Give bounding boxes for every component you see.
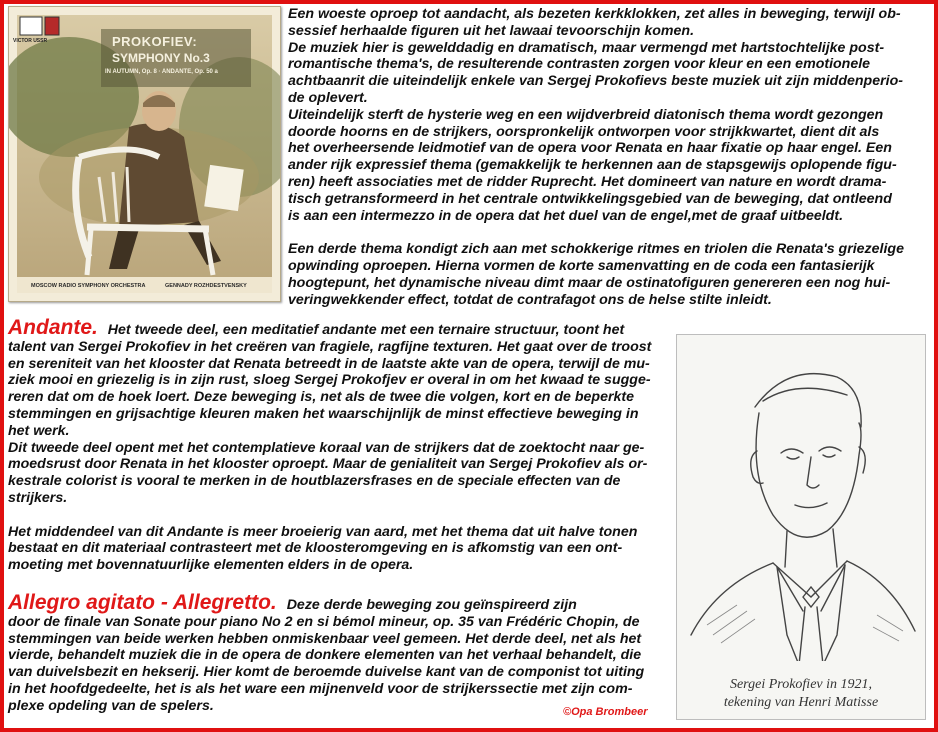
intro-line: sessief herhaalde figuren uit het lawaai tevoorschijn komen. (288, 22, 695, 39)
intro-line: De muziek hier is gewelddadig en dramatisch, maar vermengd met hartstochtelijke post- (288, 39, 885, 56)
andante-line: strijkers. (8, 489, 68, 506)
portrait-caption-line2: tekening van Henri Matisse (723, 695, 879, 710)
allegro-line: van duivelsbezit en hekserij. Hier komt de beroemde duivelse kant van de componist tot uiting (8, 664, 645, 681)
album-cover-image (8, 6, 281, 302)
album-footer-right: GENNADY ROZHDESTVENSKY (165, 283, 247, 289)
intro-line: romantische thema's, de resulterende contrasten zorgen voor kleur en een emotionele (288, 56, 871, 73)
intro-line: veringwekkender effect, totdat de contrafagot ons de helse stilte inleidt. (288, 291, 772, 308)
allegro-heading-line (8, 591, 644, 614)
andante-line: bestaat en dit materiaal contrasteert met de kloosteromgeving en is afkomstig van een ont- (8, 540, 623, 557)
allegro-line: stemmingen van beide werken hebben onmiskenbaar veel gemeen. Het derde deel, net als het (8, 630, 642, 647)
album-title-line1: PROKOFIEV: (112, 34, 198, 49)
album-subtitle: IN AUTUMN, Op. 8 · ANDANTE, Op. 50 a (105, 69, 218, 75)
andante-heading: Andante. (8, 316, 98, 339)
intro-line: Uiteindelijk sterft de hysterie weg en een wijdverbreid diatonisch thema wordt gezongen (288, 106, 884, 123)
portrait-drawing (677, 335, 925, 719)
allegro-line: plexe opdeling van de spelers. (8, 697, 214, 714)
allegro-line: in het hoofdgedeelte, het is als het ware een mijnenveld voor de strijkerssectie met zijn com- (8, 680, 633, 697)
intro-text (288, 6, 904, 308)
intro-line: het overheersende leidmotief van de opera voor Renata en haar fixatie op haar engel. Een (288, 140, 892, 157)
andante-line: kestrale colorist is vooral te merken in de houtblazersfrases en de speciale effecten van de (8, 473, 621, 490)
copyright-credit: ©Opa Brombeer (563, 706, 648, 718)
allegro-heading: Allegro agitato - Allegretto. (8, 591, 277, 614)
andante-line: reren dat om de hoek loert. Deze beweging is, net als de twee die volgen, kort en de beperkte (8, 389, 634, 406)
andante-line: ziek mooi en griezelig is in zijn rust, sloeg Sergej Prokofjev er overal in om het kwaad te sugge- (8, 372, 651, 389)
intro-line: de oplevert. (288, 89, 368, 106)
andante-line: het werk. (8, 422, 70, 439)
intro-line: Een derde thema kondigt zich aan met schokkerige ritmes en triolen die Renata's griezelige (288, 241, 904, 258)
intro-line: is aan een intermezzo in de opera dat het duel van de engel,met de graaf uitbeeldt. (288, 207, 844, 224)
andante-first-line: Het tweede deel, een meditatief andante met een ternaire structuur, toont het (107, 322, 625, 338)
andante-line: moedsrust door Renata in het klooster oproept. Maar de genialiteit van Sergej Prokofiev als or- (8, 456, 648, 473)
album-badge-label: VICTOR USSR (13, 38, 48, 44)
allegro-section (8, 591, 645, 715)
album-footer-left: MOSCOW RADIO SYMPHONY ORCHESTRA (31, 283, 146, 289)
intro-line: tisch getransformeerd in het centrale ontwikkelingsgebied van de beweging, dat ontleend (288, 190, 892, 207)
andante-line: talent van Sergei Prokofiev in het creëren van fragiele, ragfijne texturen. Het gaat over de troost (8, 338, 652, 355)
allegro-line: door de finale van Sonate pour piano No 2 en si bémol mineur, op. 35 van Frédéric Chopin, de (8, 613, 640, 630)
andante-heading-line (8, 316, 651, 339)
intro-line: doorde hoorns en de strijkers, oorspronkelijk ontworpen voor strijkkwartet, dient dit als (288, 123, 880, 140)
andante-section (8, 316, 652, 574)
intro-line: Een woeste oproep tot aandacht, als bezeten kerkklokken, zet alles in beweging, terwijl ob- (288, 6, 901, 22)
portrait-sketch-image (676, 334, 926, 720)
intro-line: achtbaanrit die uiteindelijk enkele van Sergej Prokofievs beste muziek uit zijn middenperio- (288, 73, 903, 90)
andante-line: moeting met bovennatuurlijke elementen elders in de opera. (8, 557, 414, 574)
intro-line: hoogtepunt, het dynamische niveau dimt maar de ostinatofiguren genereren een nog hui- (288, 274, 891, 291)
intro-line: opwinding oproepen. Hierna vormen de korte samenvatting en de coda een fantasierijk (288, 257, 875, 274)
album-title-line2: SYMPHONY No.3 (112, 51, 210, 65)
andante-line: Het middendeel van dit Andante is meer broeierig van aard, met het thema dat uit halve tonen (8, 523, 638, 540)
andante-line: en sereniteit van het klooster dat Renata betreedt in de laatste akte van de opera, terwijl de mu- (8, 355, 650, 372)
intro-blank-line (288, 224, 904, 241)
allegro-line: vierde, behandelt muziek die in de opera de donkere elementen van het verhaal behandelt, die (8, 647, 642, 664)
portrait-caption-line1: Sergei Prokofiev in 1921, (729, 677, 873, 692)
andante-line: Dit tweede deel opent met het contemplatieve koraal van de strijkers dat de zoektocht naar ge- (8, 439, 645, 456)
intro-line: ander rijk expressief thema (gemakkelijk te herkennen aan de stapsgewijs oplopende figu- (288, 157, 897, 174)
andante-blank-line (8, 507, 651, 524)
allegro-first-line: Deze derde beweging zou geïnspireerd zijn (286, 597, 577, 613)
andante-line: stemmingen en grijsachtige kleuren maken het waarschijnlijk de minst effectieve beweging in (8, 405, 639, 422)
intro-line: ren) heeft associaties met de ridder Ruprecht. Het domineert van nature en wordt drama- (288, 173, 887, 190)
